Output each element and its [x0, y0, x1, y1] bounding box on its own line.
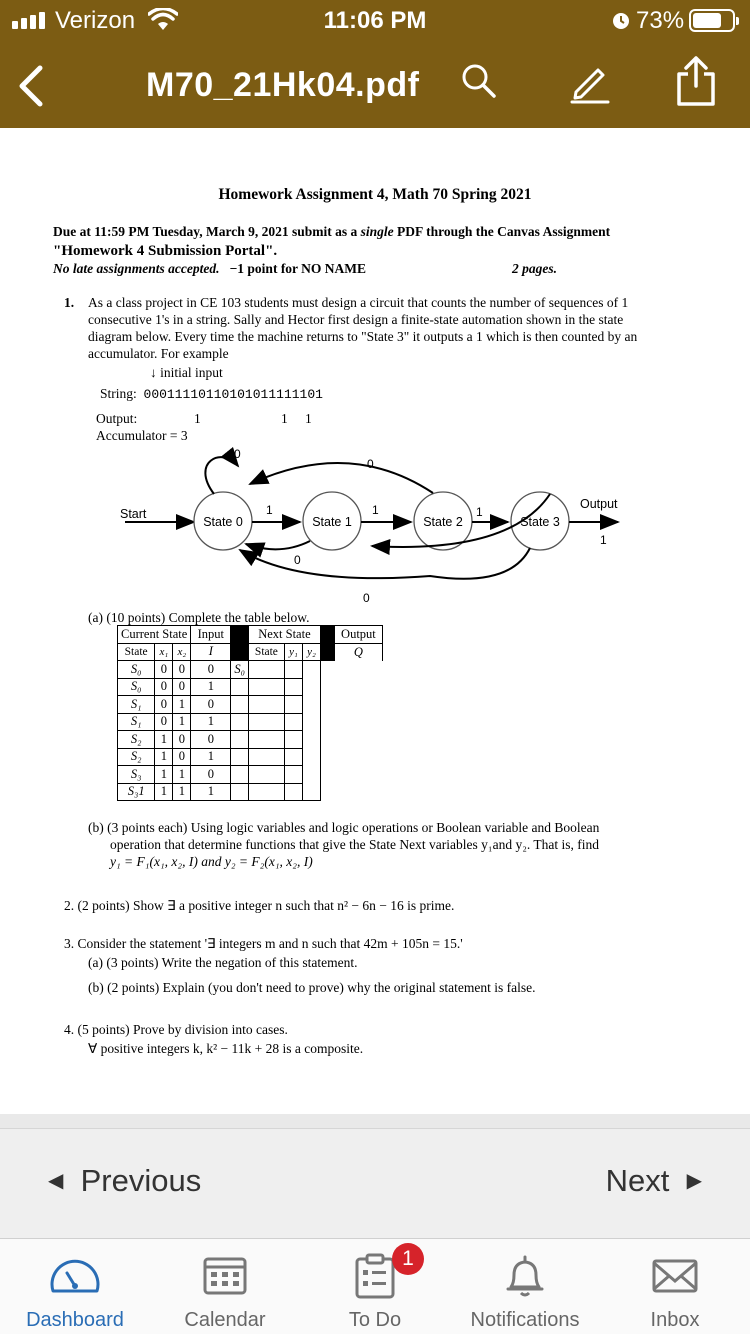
col-header: Next State: [248, 626, 320, 644]
tab-calendar[interactable]: Calendar: [150, 1239, 300, 1334]
svg-text:State 1: State 1: [312, 515, 352, 529]
tab-todo[interactable]: 1 To Do: [300, 1239, 450, 1334]
sub-header: I: [191, 643, 231, 661]
battery-percent: 73%: [636, 7, 685, 34]
due-line-portal: "Homework 4 Submission Portal".: [53, 243, 278, 259]
table-cell-i: 1: [191, 713, 231, 731]
table-cell-x2: 0: [173, 678, 191, 696]
table-cell-y2: [284, 661, 302, 679]
alarm-icon: [610, 9, 632, 31]
table-cell-q: [302, 748, 320, 766]
sub-header: x₂: [173, 643, 191, 661]
bell-icon: [502, 1253, 548, 1299]
sub-header: x₁: [155, 643, 173, 661]
table-row: [118, 731, 383, 749]
q1-text: consecutive 1's in a string. Sally and Hector first design a finite-state automation shown in the state: [88, 312, 624, 327]
page-navigation: [0, 1128, 750, 1238]
svg-text:State 0: State 0: [203, 515, 243, 529]
output-label: Output:: [96, 411, 138, 426]
state-table: [117, 625, 383, 801]
edge-label: 1: [476, 505, 483, 519]
tab-dashboard[interactable]: Dashboard: [0, 1239, 150, 1334]
table-cell-y2: [284, 766, 302, 784]
table-cell-y1: [248, 783, 284, 801]
table-cell-y1: [248, 696, 284, 714]
annotate-pen-icon[interactable]: [568, 60, 612, 104]
table-row: [118, 661, 383, 679]
col-header: Current State: [118, 626, 191, 644]
edge-s2-s0: [250, 463, 433, 493]
part-b: y₁ = F₁(x₁, x₂, I) and y₂ = F₂(x₁, x₂, I): [110, 854, 313, 869]
table-row: [118, 678, 383, 696]
table-cell-y2: [284, 713, 302, 731]
late-policy: No late assignments accepted. −1 point for NO NAME: [53, 261, 367, 276]
table-cell-i: 1: [191, 678, 231, 696]
edge-label: 0: [234, 447, 241, 461]
edge-label: 1: [266, 503, 273, 517]
table-cell-y1: [248, 661, 284, 679]
left-triangle-icon: ◀: [48, 1170, 64, 1192]
table-cell-next: [231, 731, 249, 749]
status-bar: [0, 0, 750, 42]
battery-icon: [689, 9, 735, 32]
table-cell-next: [231, 696, 249, 714]
state-node: [511, 492, 569, 550]
table-cell-state: S₃1: [118, 783, 155, 801]
sub-header: Q: [334, 643, 382, 661]
table-cell-next: [231, 678, 249, 696]
output-mark: 1: [281, 411, 288, 426]
header-bar: [0, 42, 750, 128]
table-cell-x1: 0: [155, 661, 173, 679]
question-3a: (a) (3 points) Write the negation of this statement.: [88, 955, 358, 970]
table-cell-i: 0: [191, 731, 231, 749]
table-cell-i: 0: [191, 696, 231, 714]
table-cell-next: [231, 713, 249, 731]
svg-text:State 3: State 3: [520, 515, 560, 529]
table-cell-x2: 0: [173, 661, 191, 679]
page-title: M70_21Hk04.pdf: [146, 66, 420, 104]
question-2: 2. (2 points) Show ∃ a positive integer n such that n² − 6n − 16 is prime.: [64, 898, 455, 913]
question-3b: (b) (2 points) Explain (you don't need to prove) why the original statement is false.: [88, 980, 536, 995]
table-cell-x1: 1: [155, 766, 173, 784]
table-cell-y2: [284, 783, 302, 801]
edge-label: 0: [363, 591, 370, 605]
sub-header: State: [118, 643, 155, 661]
table-row: [118, 766, 383, 784]
table-cell-x1: 1: [155, 783, 173, 801]
sub-header: y₂: [302, 643, 320, 661]
question-4: 4. (5 points) Prove by division into cases.: [64, 1022, 288, 1037]
table-cell-state: S₀: [118, 678, 155, 696]
table-row: [118, 713, 383, 731]
edge-label: 0: [367, 457, 374, 471]
table-cell-next: [231, 783, 249, 801]
sub-header: y₁: [284, 643, 302, 661]
table-cell-x1: 0: [155, 678, 173, 696]
q1-text: As a class project in CE 103 students must design a circuit that counts the number of sequences of 1: [88, 295, 629, 310]
table-cell-state: S₁: [118, 696, 155, 714]
q1-text: diagram below. Every time the machine returns to "State 3" it outputs a 1 which is then counted by an: [88, 329, 638, 344]
table-cell-x2: 1: [173, 696, 191, 714]
table-cell-q: [302, 661, 320, 679]
table-cell-state: S₁: [118, 713, 155, 731]
edge-label: 0: [294, 553, 301, 567]
accumulator: Accumulator = 3: [96, 428, 188, 443]
table-row: [118, 696, 383, 714]
state-node: [303, 492, 361, 550]
edge-s0-loop: [205, 457, 238, 494]
question-3: 3. Consider the statement '∃ integers m and n such that 42m + 105n = 15.': [64, 936, 463, 951]
table-cell-i: 1: [191, 748, 231, 766]
table-cell-x2: 0: [173, 731, 191, 749]
table-cell-q: [302, 731, 320, 749]
table-cell-x1: 0: [155, 696, 173, 714]
table-cell-y2: [284, 678, 302, 696]
pdf-page: [0, 128, 750, 1114]
table-cell-x1: 0: [155, 713, 173, 731]
initial-input-note: ↓ initial input: [150, 365, 223, 380]
table-cell-state: S₂: [118, 748, 155, 766]
part-b: operation that determine functions that give the State Next variables y₁and y₂. That is, find: [110, 837, 600, 852]
table-row: [118, 783, 383, 801]
right-triangle-icon: ▶: [686, 1170, 702, 1192]
table-cell-y2: [284, 696, 302, 714]
table-cell-y2: [284, 748, 302, 766]
search-icon[interactable]: [460, 60, 498, 104]
table-cell-i: 0: [191, 766, 231, 784]
calendar-icon: [200, 1253, 250, 1297]
table-cell-state: S₂: [118, 731, 155, 749]
table-cell-q: [302, 713, 320, 731]
tab-inbox[interactable]: Inbox: [600, 1239, 750, 1334]
sub-header: State: [248, 643, 284, 661]
output-mark: 1: [194, 411, 201, 426]
table-cell-x2: 0: [173, 748, 191, 766]
table-cell-i: 0: [191, 661, 231, 679]
clock: 11:06 PM: [323, 7, 427, 34]
table-cell-x2: 1: [173, 766, 191, 784]
edge-label: 1: [600, 533, 607, 547]
table-cell-y2: [284, 731, 302, 749]
page-count: 2 pages.: [512, 261, 557, 276]
table-cell-i: 1: [191, 783, 231, 801]
todo-badge: 1: [392, 1243, 424, 1275]
mail-icon: [650, 1253, 700, 1297]
tab-notifications[interactable]: Notifications: [450, 1239, 600, 1334]
carrier-name: Verizon: [55, 7, 136, 34]
due-line: Due at 11:59 PM Tuesday, March 9, 2021 submit as a single PDF through the Canvas Assignment: [53, 224, 611, 239]
table-cell-q: [302, 696, 320, 714]
q1-number: 1.: [64, 295, 75, 310]
table-cell-y1: [248, 766, 284, 784]
table-cell-x1: 1: [155, 748, 173, 766]
part-b: (b) (3 points each) Using logic variables and logic operations or Boolean variable and Boolean: [88, 820, 600, 835]
assignment-title: Homework Assignment 4, Math 70 Spring 2021: [218, 186, 532, 203]
edge-s1-s0: [246, 541, 310, 549]
col-header: Output: [334, 626, 382, 644]
table-cell-next: [231, 748, 249, 766]
previous-button[interactable]: ◀ Previous: [48, 1163, 202, 1198]
table-cell-q: [302, 783, 320, 801]
edge-s3-s0: [240, 548, 530, 579]
tab-bar: [0, 1238, 750, 1334]
back-chevron-icon[interactable]: [12, 62, 52, 110]
string-example: String: 00011110110101011111101: [100, 386, 323, 402]
table-cell-next: S₀: [231, 661, 249, 679]
svg-text:State 2: State 2: [423, 515, 463, 529]
state-diagram: [110, 438, 650, 608]
table-cell-state: S₀: [118, 661, 155, 679]
part-a: (a) (10 points) Complete the table below.: [88, 610, 310, 625]
edge-label: 1: [372, 503, 379, 517]
table-cell-y1: [248, 678, 284, 696]
output-label: Output: [580, 497, 618, 511]
dashboard-icon: [47, 1253, 103, 1297]
col-header: Input: [191, 626, 231, 644]
table-row: [118, 748, 383, 766]
next-button[interactable]: Next ▶: [605, 1163, 702, 1198]
table-cell-x2: 1: [173, 713, 191, 731]
output-mark: 1: [305, 411, 312, 426]
table-cell-q: [302, 766, 320, 784]
question-4-statement: ∀ positive integers k, k² − 11k + 28 is a composite.: [88, 1041, 364, 1056]
table-cell-y1: [248, 713, 284, 731]
table-cell-y1: [248, 748, 284, 766]
share-icon[interactable]: [674, 54, 718, 108]
table-cell-x1: 1: [155, 731, 173, 749]
table-cell-q: [302, 678, 320, 696]
table-cell-next: [231, 766, 249, 784]
table-cell-y1: [248, 731, 284, 749]
q1-text: accumulator. For example: [88, 346, 229, 361]
start-label: Start: [120, 507, 147, 521]
table-cell-x2: 1: [173, 783, 191, 801]
state-node: [194, 492, 252, 550]
table-cell-state: S₃: [118, 766, 155, 784]
